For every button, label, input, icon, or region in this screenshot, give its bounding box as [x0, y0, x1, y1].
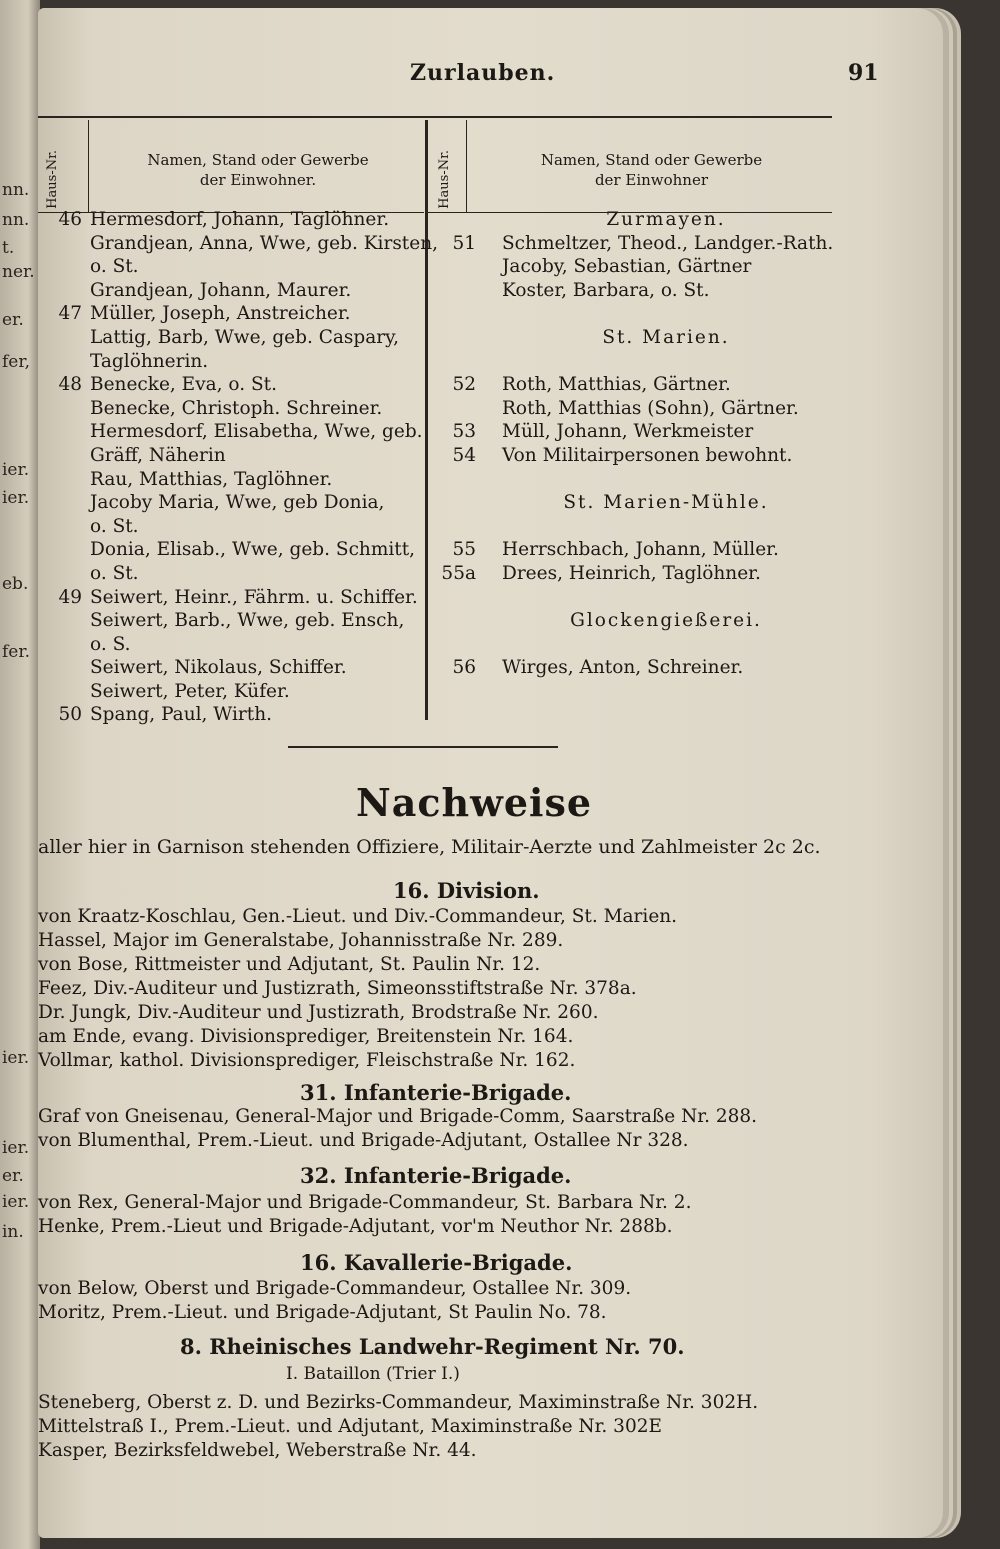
house-number: 55: [452, 539, 476, 561]
officer-entry: Feez, Div.-Auditeur und Justizrath, Simeonsstiftstraße Nr. 378a.: [38, 978, 637, 999]
house-number: 50: [58, 704, 82, 726]
facing-page-fragment: ier.: [2, 1192, 30, 1212]
table-row: [90, 350, 424, 374]
resident-entry: Jacoby, Sebastian, Gärtner: [502, 256, 752, 278]
resident-entry: Grandjean, Anna, Wwe, geb. Kirsten,: [90, 232, 438, 254]
house-number: 51: [452, 232, 476, 254]
table-row: [90, 444, 424, 468]
resident-entry: Spang, Paul, Wirth.: [90, 704, 272, 726]
book-page: [38, 8, 943, 1538]
left-column-header: [98, 150, 418, 190]
facing-page-fragment: er.: [2, 1166, 24, 1186]
section-rule: [288, 746, 558, 748]
resident-entry: o. St.: [90, 256, 139, 278]
header-rule: [38, 116, 832, 118]
table-row: [502, 302, 830, 326]
facing-page-fragment: fer,: [2, 352, 31, 372]
table-row: [58, 302, 424, 326]
facing-page-fragment: t.: [2, 238, 15, 258]
column-divider: [466, 120, 467, 212]
table-row: [502, 397, 830, 421]
resident-entry: Roth, Matthias, Gärtner.: [502, 374, 731, 396]
resident-entry: Schmeltzer, Theod., Landger.-Rath.: [502, 232, 834, 254]
nachweise-subtitle: aller hier in Garnison stehenden Offiziere, Militair-Aerzte und Zahlmeister 2c 2c.: [38, 836, 821, 858]
facing-page-fragment: ier.: [2, 1138, 30, 1158]
table-row: [502, 326, 830, 350]
street-heading: Zurmayen.: [606, 209, 726, 230]
resident-entry: Seiwert, Peter, Küfer.: [90, 680, 290, 702]
house-number: 49: [58, 586, 82, 608]
resident-entry: Müll, Johann, Werkmeister: [502, 421, 754, 443]
table-row: [452, 232, 834, 256]
facing-page-fragment: nn.: [2, 180, 30, 200]
header-line: der Einwohner: [594, 171, 709, 189]
officer-entry: von Rex, General-Major und Brigade-Commandeur, St. Barbara Nr. 2.: [38, 1192, 692, 1213]
page-number: 91: [848, 60, 879, 86]
table-row: [90, 656, 424, 680]
section-heading: 16. Kavallerie-Brigade.: [300, 1250, 573, 1275]
residents-table: [38, 120, 834, 726]
left-entries: [58, 208, 438, 727]
table-row: [90, 562, 424, 586]
facing-page-edge: [0, 0, 40, 1549]
table-row: [502, 468, 830, 492]
resident-entry: o. St.: [90, 515, 139, 537]
header-line: der Einwohner.: [199, 171, 317, 189]
resident-entry: Gräff, Näherin: [90, 444, 226, 466]
table-row: [58, 703, 424, 727]
facing-page-fragment: eb.: [2, 574, 29, 594]
table-row: [452, 656, 830, 680]
officer-entry: Hassel, Major im Generalstabe, Johannisstraße Nr. 289.: [38, 930, 564, 951]
resident-entry: Roth, Matthias (Sohn), Gärtner.: [502, 397, 799, 419]
table-row: [502, 515, 830, 539]
resident-entry: Hermesdorf, Johann, Taglöhner.: [90, 209, 390, 230]
officer-entry: Moritz, Prem.-Lieut. und Brigade-Adjutant, St Paulin No. 78.: [38, 1302, 607, 1323]
section-heading: 8. Rheinisches Landwehr-Regiment Nr. 70.: [180, 1334, 685, 1359]
header-line: Namen, Stand oder Gewerbe: [147, 151, 369, 169]
table-row: [502, 586, 830, 610]
running-head: Zurlauben.: [410, 60, 556, 86]
nachweise-title: Nachweise: [356, 780, 593, 825]
table-row: [90, 515, 424, 539]
officer-entry: Dr. Jungk, Div.-Auditeur und Justizrath, Brodstraße Nr. 260.: [38, 1002, 599, 1023]
officer-entry: Kasper, Bezirksfeldwebel, Weberstraße Nr. 44.: [38, 1440, 477, 1461]
facing-page-fragment: er.: [2, 310, 24, 330]
resident-entry: Müller, Joseph, Anstreicher.: [90, 303, 351, 325]
resident-entry: Lattig, Barb, Wwe, geb. Caspary,: [90, 326, 399, 348]
table-row: [452, 420, 830, 444]
street-heading: St. Marien.: [602, 326, 730, 348]
house-number: 54: [452, 444, 476, 466]
section-heading: 32. Infanterie-Brigade.: [300, 1163, 572, 1188]
table-row: [58, 208, 424, 232]
facing-page-fragment: fer.: [2, 642, 31, 662]
resident-entry: Wirges, Anton, Schreiner.: [502, 657, 744, 679]
table-row: [452, 444, 830, 468]
resident-entry: Benecke, Christoph. Schreiner.: [90, 397, 383, 419]
officer-entry: Steneberg, Oberst z. D. und Bezirks-Commandeur, Maximinstraße Nr. 302H.: [38, 1392, 759, 1413]
resident-entry: Seiwert, Heinr., Fährm. u. Schiffer.: [90, 586, 418, 608]
section-heading: 16. Division.: [393, 878, 540, 903]
resident-entry: Taglöhnerin.: [90, 350, 209, 372]
house-number: 48: [58, 374, 82, 396]
table-row: [90, 680, 424, 704]
table-row: [90, 633, 424, 657]
right-entries: [441, 208, 834, 680]
house-number: 47: [58, 303, 82, 325]
right-column-header: [474, 150, 829, 190]
table-row: [90, 468, 424, 492]
table-row: [502, 633, 830, 657]
table-row: [441, 562, 830, 586]
center-divider: [425, 120, 428, 720]
house-number: 55a: [441, 562, 476, 584]
house-number: 53: [452, 421, 476, 443]
table-row: [502, 279, 830, 303]
house-number: 46: [58, 209, 82, 230]
section-heading: 31. Infanterie-Brigade.: [300, 1080, 572, 1105]
facing-page-fragment: ier.: [2, 488, 30, 508]
table-row: [58, 586, 424, 610]
table-row: [90, 609, 424, 633]
header-line: Namen, Stand oder Gewerbe: [540, 151, 763, 169]
resident-entry: o. S.: [90, 633, 131, 655]
resident-entry: Rau, Matthias, Taglöhner.: [90, 468, 333, 490]
resident-entry: Drees, Heinrich, Taglöhner.: [502, 562, 761, 584]
street-heading: St. Marien-Mühle.: [563, 492, 769, 514]
table-row: [90, 326, 424, 350]
resident-entry: Seiwert, Nikolaus, Schiffer.: [90, 657, 347, 679]
resident-entry: Hermesdorf, Elisabetha, Wwe, geb.: [90, 421, 423, 443]
table-row: [502, 350, 830, 374]
table-row: [90, 420, 424, 444]
facing-page-fragment: in.: [2, 1222, 24, 1242]
table-row: [502, 609, 830, 633]
left-house-number-header: Haus-Nr.: [45, 150, 60, 209]
table-row: [90, 491, 424, 515]
resident-entry: Seiwert, Barb., Wwe, geb. Ensch,: [90, 610, 405, 632]
table-row: [90, 397, 424, 421]
officer-entry: von Bose, Rittmeister und Adjutant, St. Paulin Nr. 12.: [38, 954, 541, 975]
table-row: [90, 538, 424, 562]
resident-entry: Koster, Barbara, o. St.: [502, 279, 710, 301]
table-row: [90, 232, 438, 256]
resident-entry: Grandjean, Johann, Maurer.: [90, 279, 352, 301]
resident-entry: Donia, Elisab., Wwe, geb. Schmitt,: [90, 539, 416, 561]
house-number: 56: [452, 657, 476, 679]
column-divider: [88, 120, 89, 212]
facing-page-fragment: ner.: [2, 262, 35, 282]
officer-entry: von Kraatz-Koschlau, Gen.-Lieut. und Div.-Commandeur, St. Marien.: [38, 906, 678, 927]
right-house-number-header: Haus-Nr.: [437, 150, 452, 209]
officer-entry: Graf von Gneisenau, General-Major und Brigade-Comm, Saarstraße Nr. 288.: [38, 1106, 758, 1127]
resident-entry: o. St.: [90, 562, 139, 584]
table-row: [452, 538, 830, 562]
resident-entry: Von Militairpersonen bewohnt.: [502, 444, 793, 466]
officer-entry: Mittelstraß I., Prem.-Lieut. und Adjutant, Maximinstraße Nr. 302E: [38, 1416, 662, 1437]
facing-page-fragment: ier.: [2, 460, 30, 480]
officer-entry: von Below, Oberst und Brigade-Commandeur, Ostallee Nr. 309.: [38, 1278, 632, 1299]
officer-entry: von Blumenthal, Prem.-Lieut. und Brigade-Adjutant, Ostallee Nr 328.: [38, 1130, 689, 1151]
facing-page-fragment: ier.: [2, 1048, 30, 1068]
table-row: [452, 373, 830, 397]
street-heading: Glockengießerei.: [570, 610, 762, 632]
table-row: [502, 491, 830, 515]
officer-entry: am Ende, evang. Divisionsprediger, Breitenstein Nr. 164.: [38, 1026, 574, 1047]
table-row: [90, 255, 424, 279]
officer-entry: Henke, Prem.-Lieut und Brigade-Adjutant, vor'm Neuthor Nr. 288b.: [38, 1216, 673, 1237]
officer-entry: Vollmar, kathol. Divisionsprediger, Fleischstraße Nr. 162.: [38, 1050, 576, 1071]
table-row: [502, 208, 830, 232]
resident-entry: Jacoby Maria, Wwe, geb Donia,: [90, 492, 385, 514]
table-row: [502, 255, 830, 279]
table-row: [90, 279, 424, 303]
table-row: [58, 373, 424, 397]
resident-entry: Herrschbach, Johann, Müller.: [502, 539, 779, 561]
resident-entry: Benecke, Eva, o. St.: [90, 374, 277, 396]
house-number: 52: [452, 374, 476, 396]
section-subheading: I. Bataillon (Trier I.): [286, 1364, 460, 1384]
facing-page-fragment: nn.: [2, 210, 30, 230]
